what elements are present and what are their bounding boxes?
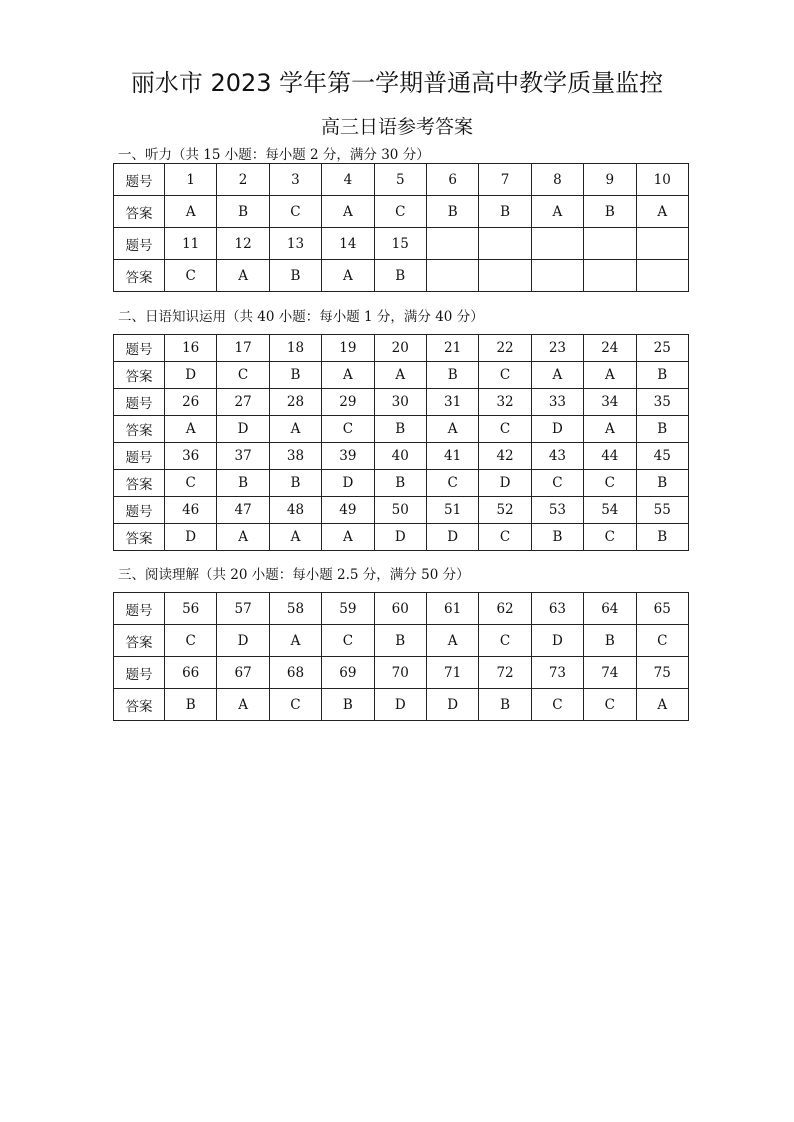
question-number-cell: 6 <box>426 164 478 196</box>
answer-cell: C <box>165 260 217 292</box>
question-number-cell: 1 <box>165 164 217 196</box>
answer-cell: C <box>269 196 321 228</box>
question-number-cell <box>636 228 688 260</box>
question-number-cell: 66 <box>165 657 217 689</box>
row-label-question: 题号 <box>114 164 165 196</box>
answer-cell: D <box>426 524 478 551</box>
question-number-cell: 15 <box>374 228 426 260</box>
question-number-cell: 69 <box>322 657 374 689</box>
question-number-cell: 75 <box>636 657 688 689</box>
answer-cell: A <box>322 260 374 292</box>
row-label-question: 题号 <box>114 593 165 625</box>
question-number-cell: 4 <box>322 164 374 196</box>
answer-cell: C <box>217 362 269 389</box>
question-number-cell <box>479 228 531 260</box>
answer-cell: D <box>479 470 531 497</box>
question-number-cell: 31 <box>426 389 478 416</box>
question-number-cell: 62 <box>479 593 531 625</box>
question-number-cell: 18 <box>269 335 321 362</box>
answer-cell: D <box>374 524 426 551</box>
answer-cell: C <box>322 625 374 657</box>
answer-cell: D <box>165 362 217 389</box>
answer-cell: C <box>426 470 478 497</box>
question-number-cell: 29 <box>322 389 374 416</box>
question-number-cell: 59 <box>322 593 374 625</box>
question-number-cell: 22 <box>479 335 531 362</box>
question-number-cell: 25 <box>636 335 688 362</box>
question-number-cell: 24 <box>584 335 636 362</box>
answer-cell: C <box>584 524 636 551</box>
answer-cell: A <box>322 524 374 551</box>
question-number-cell: 72 <box>479 657 531 689</box>
question-number-cell: 8 <box>531 164 583 196</box>
document-subtitle: 高三日语参考答案 <box>320 116 473 138</box>
question-number-cell: 47 <box>217 497 269 524</box>
answer-cell: D <box>322 470 374 497</box>
answer-cell: D <box>531 625 583 657</box>
answer-cell: A <box>426 625 478 657</box>
answer-cell: B <box>269 362 321 389</box>
answer-cell: B <box>217 470 269 497</box>
question-number-cell: 56 <box>165 593 217 625</box>
answer-cell: A <box>584 416 636 443</box>
answer-table-language-use <box>113 334 689 551</box>
row-label-question: 题号 <box>114 657 165 689</box>
row-label-answer: 答案 <box>114 196 165 228</box>
question-number-cell: 61 <box>426 593 478 625</box>
answer-cell: B <box>636 524 688 551</box>
question-number-cell: 55 <box>636 497 688 524</box>
answer-cell: B <box>636 416 688 443</box>
answer-cell: B <box>479 689 531 721</box>
question-number-cell: 67 <box>217 657 269 689</box>
question-number-cell: 34 <box>584 389 636 416</box>
document-title: 丽水市 2023 学年第一学期普通高中教学质量监控 <box>130 69 664 97</box>
question-number-cell: 33 <box>531 389 583 416</box>
question-number-cell: 40 <box>374 443 426 470</box>
answer-cell: B <box>374 470 426 497</box>
answer-row <box>114 260 689 292</box>
question-number-cell: 35 <box>636 389 688 416</box>
row-label-answer: 答案 <box>114 470 165 497</box>
row-label-answer: 答案 <box>114 416 165 443</box>
question-number-row <box>114 335 689 362</box>
question-number-cell: 49 <box>322 497 374 524</box>
question-number-cell: 14 <box>322 228 374 260</box>
answer-table-listening <box>113 163 689 292</box>
answer-cell: B <box>531 524 583 551</box>
answer-row <box>114 196 689 228</box>
answer-cell: B <box>426 196 478 228</box>
question-number-cell: 73 <box>531 657 583 689</box>
answer-cell: A <box>322 196 374 228</box>
row-label-question: 题号 <box>114 497 165 524</box>
row-label-question: 题号 <box>114 389 165 416</box>
question-number-cell: 38 <box>269 443 321 470</box>
question-number-cell: 42 <box>479 443 531 470</box>
question-number-cell: 57 <box>217 593 269 625</box>
question-number-cell: 30 <box>374 389 426 416</box>
question-number-row <box>114 164 689 196</box>
section-heading-reading: 三、阅读理解（共 20 小题：每小题 2.5 分，满分 50 分） <box>118 567 470 583</box>
answer-cell: B <box>426 362 478 389</box>
answer-row <box>114 470 689 497</box>
answer-cell: D <box>165 524 217 551</box>
question-number-cell: 37 <box>217 443 269 470</box>
question-number-cell: 60 <box>374 593 426 625</box>
answer-cell: B <box>584 625 636 657</box>
answer-cell: A <box>531 196 583 228</box>
question-number-cell: 54 <box>584 497 636 524</box>
question-number-cell: 39 <box>322 443 374 470</box>
answer-cell: A <box>217 689 269 721</box>
question-number-cell: 21 <box>426 335 478 362</box>
answer-cell: C <box>479 524 531 551</box>
question-number-cell <box>584 228 636 260</box>
answer-row <box>114 625 689 657</box>
answer-cell: B <box>374 260 426 292</box>
question-number-cell: 58 <box>269 593 321 625</box>
question-number-cell: 7 <box>479 164 531 196</box>
section-heading-language-use: 二、日语知识运用（共 40 小题：每小题 1 分，满分 40 分） <box>118 309 484 325</box>
answer-cell: D <box>531 416 583 443</box>
question-number-cell: 12 <box>217 228 269 260</box>
question-number-cell: 53 <box>531 497 583 524</box>
answer-cell: C <box>584 689 636 721</box>
answer-cell <box>636 260 688 292</box>
row-label-answer: 答案 <box>114 524 165 551</box>
question-number-cell: 16 <box>165 335 217 362</box>
answer-cell: C <box>269 689 321 721</box>
answer-cell: A <box>584 362 636 389</box>
answer-cell: B <box>636 362 688 389</box>
row-label-answer: 答案 <box>114 625 165 657</box>
question-number-cell: 41 <box>426 443 478 470</box>
row-label-question: 题号 <box>114 335 165 362</box>
answer-cell: A <box>531 362 583 389</box>
question-number-cell: 20 <box>374 335 426 362</box>
question-number-row <box>114 228 689 260</box>
question-number-cell: 17 <box>217 335 269 362</box>
answer-cell: C <box>479 416 531 443</box>
answer-cell: A <box>374 362 426 389</box>
answer-row <box>114 689 689 721</box>
question-number-cell: 51 <box>426 497 478 524</box>
question-number-cell: 26 <box>165 389 217 416</box>
answer-cell: A <box>217 260 269 292</box>
answer-cell: B <box>636 470 688 497</box>
answer-cell: A <box>217 524 269 551</box>
question-number-cell: 13 <box>269 228 321 260</box>
question-number-cell: 68 <box>269 657 321 689</box>
question-number-cell: 43 <box>531 443 583 470</box>
question-number-cell: 23 <box>531 335 583 362</box>
answer-cell: A <box>636 196 688 228</box>
question-number-cell <box>531 228 583 260</box>
row-label-question: 题号 <box>114 228 165 260</box>
answer-row <box>114 362 689 389</box>
answer-cell: C <box>636 625 688 657</box>
question-number-cell: 27 <box>217 389 269 416</box>
question-number-cell: 5 <box>374 164 426 196</box>
answer-cell: B <box>374 625 426 657</box>
question-number-cell: 2 <box>217 164 269 196</box>
answer-cell: A <box>269 416 321 443</box>
question-number-cell: 45 <box>636 443 688 470</box>
question-number-cell: 74 <box>584 657 636 689</box>
answer-cell: B <box>217 196 269 228</box>
answer-cell <box>531 260 583 292</box>
answer-cell: A <box>165 196 217 228</box>
answer-cell: A <box>269 524 321 551</box>
answer-cell: A <box>426 416 478 443</box>
section-heading-listening: 一、听力（共 15 小题：每小题 2 分，满分 30 分） <box>118 147 430 163</box>
question-number-row <box>114 497 689 524</box>
answer-cell: B <box>584 196 636 228</box>
question-number-cell: 71 <box>426 657 478 689</box>
answer-cell: D <box>217 625 269 657</box>
answer-cell: D <box>217 416 269 443</box>
answer-row <box>114 524 689 551</box>
question-number-cell: 44 <box>584 443 636 470</box>
answer-cell <box>584 260 636 292</box>
question-number-cell: 28 <box>269 389 321 416</box>
answer-cell: C <box>479 625 531 657</box>
answer-cell: B <box>269 470 321 497</box>
question-number-row <box>114 657 689 689</box>
answer-cell: C <box>165 625 217 657</box>
question-number-cell: 9 <box>584 164 636 196</box>
question-number-cell: 32 <box>479 389 531 416</box>
answer-cell: C <box>531 470 583 497</box>
answer-cell: B <box>374 416 426 443</box>
answer-cell: A <box>269 625 321 657</box>
question-number-row <box>114 593 689 625</box>
answer-row <box>114 416 689 443</box>
answer-cell: B <box>479 196 531 228</box>
answer-cell: C <box>322 416 374 443</box>
question-number-cell: 52 <box>479 497 531 524</box>
row-label-answer: 答案 <box>114 260 165 292</box>
answer-table-reading <box>113 592 689 721</box>
question-number-cell: 3 <box>269 164 321 196</box>
question-number-cell: 70 <box>374 657 426 689</box>
question-number-cell: 63 <box>531 593 583 625</box>
answer-cell <box>426 260 478 292</box>
answer-cell: C <box>584 470 636 497</box>
answer-cell: B <box>269 260 321 292</box>
question-number-cell: 46 <box>165 497 217 524</box>
row-label-answer: 答案 <box>114 689 165 721</box>
question-number-cell: 11 <box>165 228 217 260</box>
question-number-cell: 10 <box>636 164 688 196</box>
answer-cell: B <box>322 689 374 721</box>
answer-cell: A <box>165 416 217 443</box>
answer-cell: B <box>165 689 217 721</box>
answer-cell: D <box>426 689 478 721</box>
answer-cell: C <box>374 196 426 228</box>
question-number-cell: 50 <box>374 497 426 524</box>
answer-cell: C <box>531 689 583 721</box>
row-label-question: 题号 <box>114 443 165 470</box>
answer-cell: C <box>479 362 531 389</box>
answer-cell: A <box>322 362 374 389</box>
question-number-cell: 19 <box>322 335 374 362</box>
question-number-cell: 64 <box>584 593 636 625</box>
question-number-cell: 48 <box>269 497 321 524</box>
question-number-row <box>114 389 689 416</box>
answer-cell <box>479 260 531 292</box>
answer-cell: A <box>636 689 688 721</box>
question-number-cell: 36 <box>165 443 217 470</box>
answer-cell: C <box>165 470 217 497</box>
question-number-cell: 65 <box>636 593 688 625</box>
question-number-row <box>114 443 689 470</box>
answer-cell: D <box>374 689 426 721</box>
question-number-cell <box>426 228 478 260</box>
row-label-answer: 答案 <box>114 362 165 389</box>
